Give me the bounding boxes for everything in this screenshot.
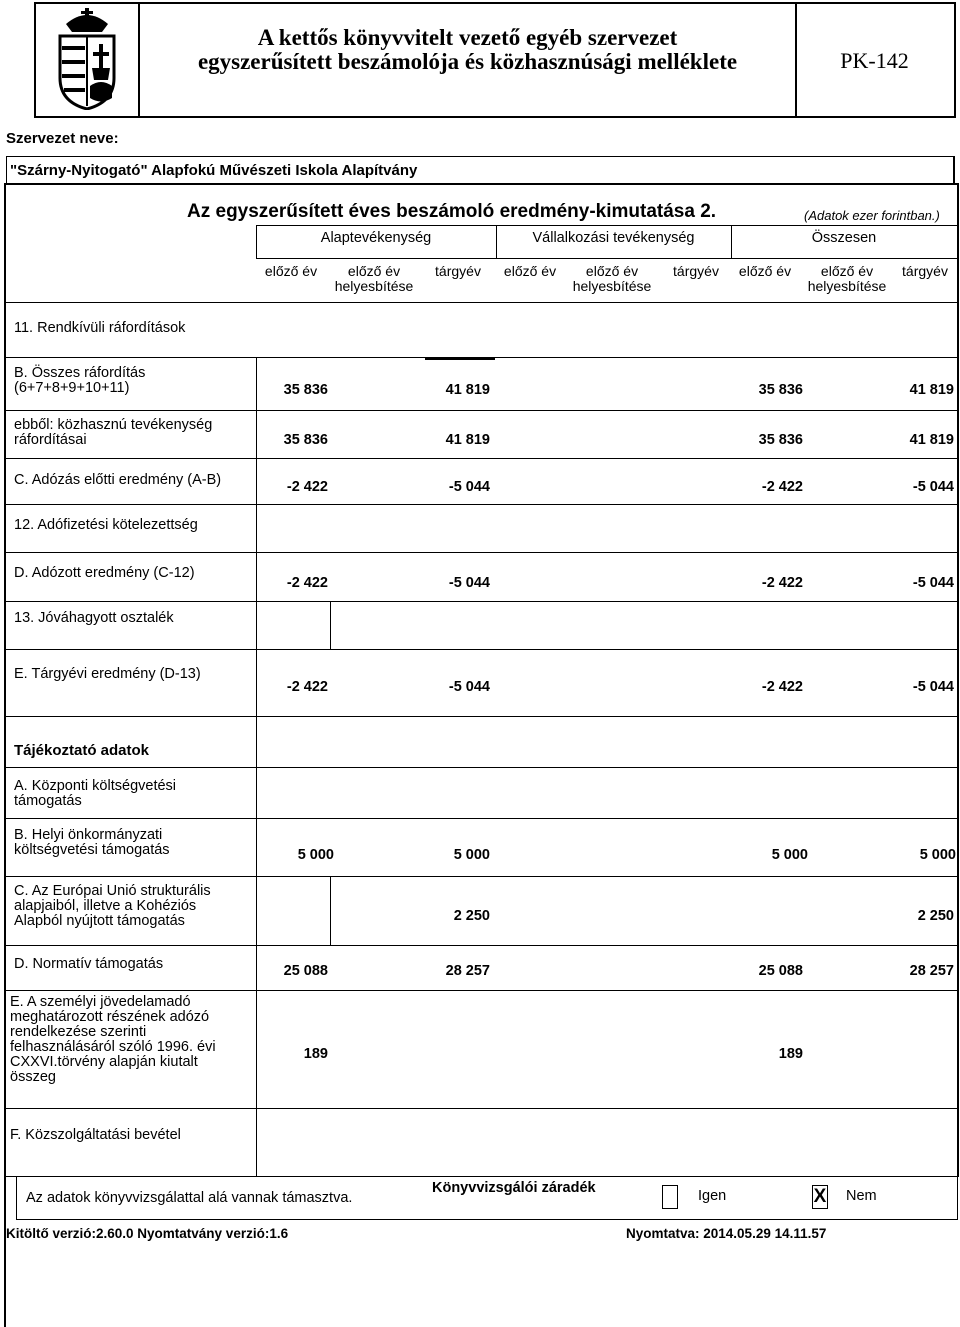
group-header-total: Összesen	[811, 230, 877, 246]
audit-no-mark: X	[813, 1186, 827, 1207]
cell-value: 189	[778, 1046, 803, 1062]
cell-value: -5 044	[448, 575, 490, 591]
cell-value: 5 000	[453, 847, 490, 863]
cell-value: -5 044	[912, 575, 954, 591]
cell-value: 35 836	[283, 432, 328, 448]
cell-value: 41 819	[909, 382, 954, 398]
row-label-current-year-result: E. Tárgyévi eredmény (D-13)	[14, 666, 201, 682]
row-label-approved-dividend: 13. Jóváhagyott osztalék	[14, 610, 174, 626]
cell-value: 5 000	[297, 847, 334, 863]
col-header-prev: előző év	[264, 263, 318, 279]
cell-value: -2 422	[286, 679, 328, 695]
group-header-business: Vállalkozási tevékenység	[532, 230, 695, 246]
info-label-personal-income-tax-share: E. A személyi jövedelamadó meghatározott részének adózó rendelkezése szerinti felhasználásáról szóló 1996. évi CXXVI.törvény alapján kiutalt összeg	[10, 994, 216, 1085]
unit-note: (Adatok ezer forintban.)	[804, 208, 940, 223]
row-label-tax-liability: 12. Adófizetési kötelezettség	[14, 517, 198, 533]
info-section-title: Tájékoztató adatok	[14, 742, 150, 759]
row-label-public-benefit-expenses: ebből: közhasznú tevékenység ráfordításai	[14, 417, 213, 448]
cell-value: 28 257	[909, 963, 954, 979]
col-header-curr: tárgyév	[902, 263, 948, 279]
cell-value: 35 836	[758, 432, 803, 448]
group-header-main: Alaptevékenység	[320, 230, 432, 246]
row-label-pretax-result: C. Adózás előtti eredmény (A-B)	[14, 472, 222, 488]
audit-question: Az adatok könyvvizsgálattal alá vannak támasztva.	[26, 1190, 353, 1206]
cell-value: -5 044	[912, 479, 954, 495]
coat-of-arms-logo	[52, 6, 122, 110]
audit-yes-checkbox[interactable]	[662, 1185, 678, 1209]
footer-version: Kitöltő verzió:2.60.0 Nyomtatvány verzió:1.6	[6, 1226, 289, 1241]
cell-value: -5 044	[448, 479, 490, 495]
info-label-normative-support: D. Normatív támogatás	[14, 956, 164, 972]
col-header-corr: előző év helyesbítése	[572, 263, 652, 294]
cell-value: -5 044	[448, 679, 490, 695]
org-label: Szervezet neve:	[6, 130, 119, 147]
footer-print-date: Nyomtatva: 2014.05.29 14.11.57	[626, 1226, 827, 1241]
info-label-central-budget-support: A. Központi költségvetési támogatás	[14, 778, 177, 809]
audit-no-checkbox[interactable]	[812, 1185, 828, 1209]
cell-value: 5 000	[919, 847, 956, 863]
row-label-total-expenses: B. Összes ráfordítás (6+7+8+9+10+11)	[14, 365, 146, 396]
org-name: "Szárny-Nyitogató" Alapfokú Művészeti Iskola Alapítvány	[10, 162, 418, 179]
row-label-after-tax-result: D. Adózott eredmény (C-12)	[14, 565, 195, 581]
cell-value: -5 044	[912, 679, 954, 695]
cell-value: -2 422	[761, 575, 803, 591]
row-label-extraordinary-expenses: 11. Rendkívüli ráfordítások	[14, 320, 186, 336]
info-label-eu-funds-support: C. Az Európai Unió strukturális alapjaiból, illetve a Kohéziós Alapból nyújtott támogatás	[14, 883, 211, 929]
cell-value: 28 257	[445, 963, 490, 979]
cell-value: 41 819	[909, 432, 954, 448]
form-title-line2: egyszerűsített beszámolója és közhasznúsági melléklete	[197, 49, 738, 74]
col-header-curr: tárgyév	[673, 263, 719, 279]
cell-value: 2 250	[453, 908, 490, 924]
cell-value: 41 819	[445, 432, 490, 448]
cell-value: 25 088	[758, 963, 803, 979]
col-header-corr: előző év helyesbítése	[334, 263, 414, 294]
col-header-curr: tárgyév	[435, 263, 481, 279]
col-header-prev: előző év	[503, 263, 557, 279]
cell-value: -2 422	[761, 479, 803, 495]
cell-value: -2 422	[286, 479, 328, 495]
cell-value: 41 819	[445, 382, 490, 398]
info-label-public-service-revenue: F. Közszolgáltatási bevétel	[10, 1127, 181, 1143]
cell-value: 35 836	[758, 382, 803, 398]
col-header-corr: előző év helyesbítése	[807, 263, 887, 294]
audit-no-label: Nem	[846, 1188, 877, 1204]
cell-value: 189	[303, 1046, 328, 1062]
cell-value: 2 250	[917, 908, 954, 924]
audit-title: Könyvvizsgálói záradék	[432, 1180, 596, 1196]
form-title	[140, 26, 795, 74]
cell-value: -2 422	[286, 575, 328, 591]
cell-value: 5 000	[771, 847, 808, 863]
cell-value: -2 422	[761, 679, 803, 695]
cell-value: 35 836	[283, 382, 328, 398]
cell-value: 25 088	[283, 963, 328, 979]
col-header-prev: előző év	[738, 263, 792, 279]
info-label-local-government-support: B. Helyi önkormányzati költségvetési támogatás	[14, 827, 170, 858]
table-title: Az egyszerűsített éves beszámoló eredmény-kimutatása 2.	[187, 201, 717, 222]
audit-yes-label: Igen	[698, 1188, 727, 1204]
form-title-line1: A kettős könyvvitelt vezető egyéb szervezet	[257, 25, 678, 50]
form-code: PK-142	[840, 48, 909, 73]
